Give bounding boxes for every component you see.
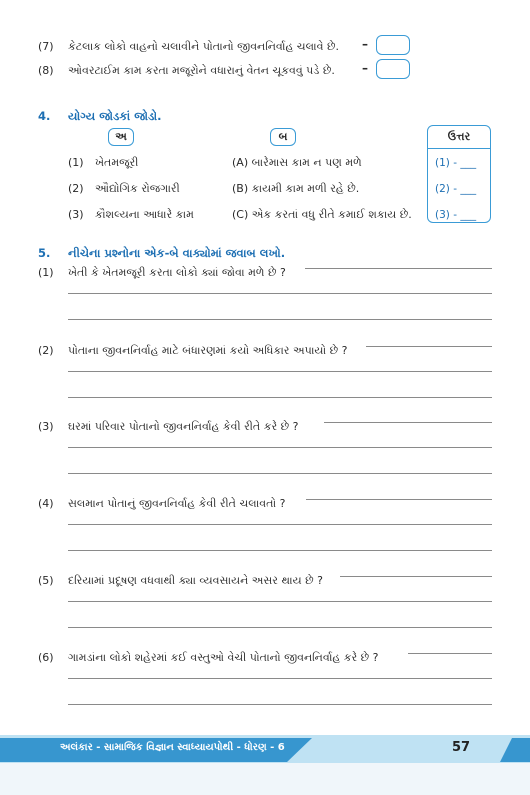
answer-divider bbox=[427, 148, 491, 149]
answer-line[interactable] bbox=[68, 397, 492, 398]
answer-line[interactable] bbox=[68, 371, 492, 372]
page-number: 57 bbox=[452, 740, 471, 755]
answer-line[interactable] bbox=[68, 678, 492, 679]
question-text: સલમાન પોતાનું જીવનનિર્વાહ કેવી રીતે ચલાવતો ? bbox=[68, 497, 286, 510]
answer-line[interactable] bbox=[68, 627, 492, 628]
match-col-a-item: કૌશલ્યના આધારે કામ bbox=[95, 208, 194, 221]
match-col-b-item: (B) કાયમી કામ મળી રહે છે. bbox=[232, 182, 360, 195]
answer-line[interactable] bbox=[68, 601, 492, 602]
tf-answer-box[interactable] bbox=[376, 35, 410, 55]
section-4-title: યોગ્ય જોડકાં જોડો. bbox=[68, 109, 162, 123]
match-answer-slot[interactable]: (1) - ___ bbox=[435, 157, 477, 169]
section-4-number: 4. bbox=[38, 109, 51, 123]
question-number: (6) bbox=[38, 651, 54, 664]
tf-item-number: (8) bbox=[38, 64, 54, 77]
footer-book-title: અલંકાર - સામાજિક વિજ્ઞાન સ્વાધ્યાયપોથી - ધોરણ - 6 bbox=[60, 742, 285, 753]
match-row-number: (2) bbox=[68, 182, 84, 195]
match-row-number: (1) bbox=[68, 156, 84, 169]
match-col-b-item: (A) બારેમાસ કામ ન પણ મળે bbox=[232, 156, 362, 169]
answer-header: ઉત્તર bbox=[447, 130, 471, 143]
tf-dash: – bbox=[362, 37, 368, 51]
column-b-header: બ bbox=[270, 128, 296, 146]
tf-dash: – bbox=[362, 61, 368, 75]
question-number: (2) bbox=[38, 344, 54, 357]
footer-bottom-strip bbox=[0, 763, 530, 795]
answer-line[interactable] bbox=[366, 346, 492, 347]
match-col-a-item: ઔદ્યોગિક રોજગારી bbox=[95, 182, 180, 195]
question-text: ખેતી કે ખેતમજૂરી કરતા લોકો ક્યાં જોવા મળે છે ? bbox=[68, 266, 286, 279]
question-number: (4) bbox=[38, 497, 54, 510]
question-number: (5) bbox=[38, 574, 54, 587]
answer-line[interactable] bbox=[305, 268, 492, 269]
answer-line[interactable] bbox=[68, 704, 492, 705]
answer-line[interactable] bbox=[408, 653, 492, 654]
answer-line[interactable] bbox=[68, 319, 492, 320]
tf-item-text: કેટલાક લોકો વાહનો ચલાવીને પોતાનો જીવનનિર્વાહ ચલાવે છે. bbox=[68, 40, 339, 53]
column-a-header: અ bbox=[108, 128, 134, 146]
match-col-b-item: (C) એક કરતાં વધુ રીતે કમાઈ શકાય છે. bbox=[232, 208, 412, 221]
answer-line[interactable] bbox=[68, 550, 492, 551]
question-text: દરિયામાં પ્રદૂષણ વધવાથી ક્યા વ્યવસાયને અસર થાય છે ? bbox=[68, 574, 323, 587]
match-answer-slot[interactable]: (3) - ___ bbox=[435, 209, 477, 221]
answer-line[interactable] bbox=[68, 473, 492, 474]
question-text: ઘરમાં પરિવાર પોતાનો જીવનનિર્વાહ કેવી રીતે કરે છે ? bbox=[68, 420, 299, 433]
answer-line[interactable] bbox=[340, 576, 492, 577]
answer-line[interactable] bbox=[324, 422, 492, 423]
tf-item-text: ઓવરટાઈમ કામ કરતા મજૂરોને વધારાનું વેતન ચૂકવવું પડે છે. bbox=[68, 64, 335, 77]
answer-line[interactable] bbox=[68, 524, 492, 525]
tf-answer-box[interactable] bbox=[376, 59, 410, 79]
tf-item-number: (7) bbox=[38, 40, 54, 53]
question-number: (1) bbox=[38, 266, 54, 279]
question-text: પોતાના જીવનનિર્વાહ માટે બંધારણમાં કયો અધિકાર અપાયો છે ? bbox=[68, 344, 348, 357]
section-5-title: નીચેના પ્રશ્નોના એક-બે વાક્યોમાં જવાબ લખો. bbox=[68, 246, 286, 260]
match-col-a-item: ખેતમજૂરી bbox=[95, 156, 139, 169]
answer-line[interactable] bbox=[306, 499, 492, 500]
match-answer-slot[interactable]: (2) - ___ bbox=[435, 183, 477, 195]
answer-line[interactable] bbox=[68, 293, 492, 294]
answer-line[interactable] bbox=[68, 447, 492, 448]
question-number: (3) bbox=[38, 420, 54, 433]
section-5-number: 5. bbox=[38, 246, 51, 260]
question-text: ગામડાંના લોકો શહેરમાં કઈ વસ્તુઓ વેચી પોતાનો જીવનનિર્વાહ કરે છે ? bbox=[68, 651, 379, 664]
match-row-number: (3) bbox=[68, 208, 84, 221]
